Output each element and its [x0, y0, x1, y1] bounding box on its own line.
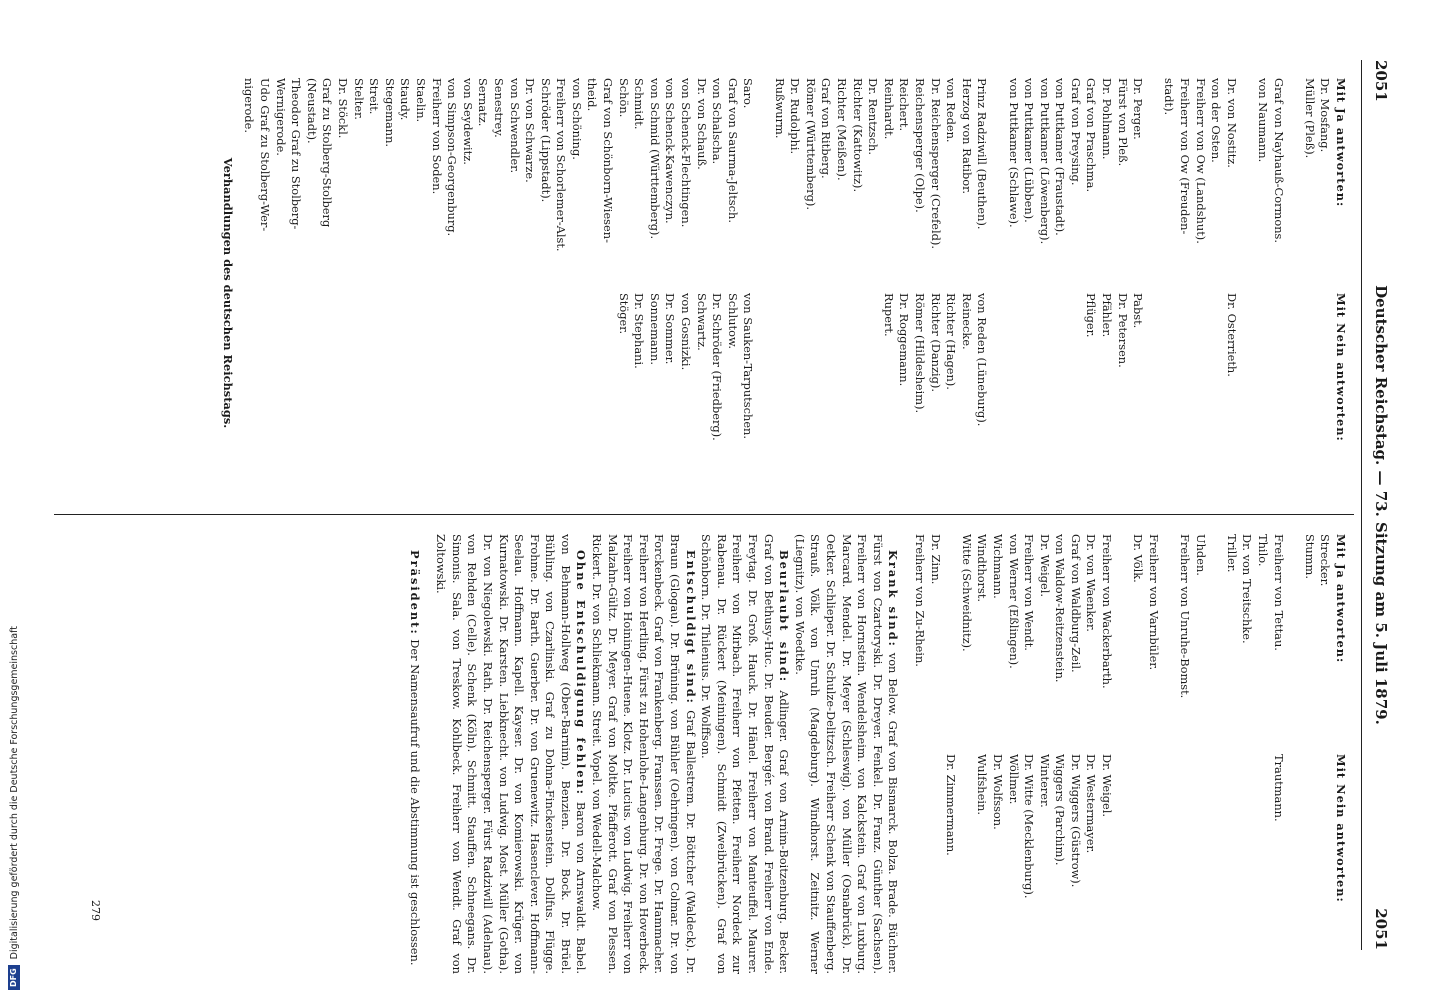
ja-name [755, 78, 771, 293]
ja-name: Wichmann. [990, 534, 1005, 599]
ja-name: Dr. Stöckl. [336, 78, 350, 139]
ja-name: Graf von Schönborn-Wiesen- [601, 78, 616, 243]
nein-name: Dr. Stephani. [632, 293, 647, 369]
nein-name [989, 293, 1005, 508]
ja-name: Herzog von Ratibor. [959, 78, 974, 194]
ja-name: Freiherr von Wendt. [1022, 534, 1037, 651]
nein-name: von Reden (Lüneburg). [975, 293, 990, 427]
ja-name: Dr. Perger. [1131, 78, 1146, 140]
ja-list [911, 534, 1348, 754]
dfg-logo: DFG [8, 965, 20, 990]
ja-name [1114, 534, 1130, 754]
ja-name: von Schenck-Kawenczyn. [663, 78, 678, 224]
ja-name: Senestrey. [491, 78, 506, 138]
ja-name: Graf von Ritberg. [819, 78, 834, 179]
absence-lead: Beurlaubt sind: [777, 550, 792, 684]
page-header [1368, 60, 1390, 950]
ja-name: Dr. von Nostitz. [1224, 78, 1239, 168]
ja-name: Richter (Kattowitz). [850, 78, 865, 193]
nein-name [771, 293, 787, 508]
ja-name: von Waldow-Reitzenstein. [1053, 534, 1068, 683]
ja-name: Wernigerode. [273, 78, 288, 156]
nein-name: Wulfshein. [975, 754, 990, 815]
nein-name [1301, 293, 1317, 508]
nein-name: Stöger. [616, 293, 631, 335]
dfg-note [8, 626, 20, 990]
absence-text: Adlinger. Graf von Arnim-Boitzenburg. Becker. Graf von Bethusy-Huc. Dr. Beuder. Bergér. von Brand. Freiherr von Ende. Freytag. Dr. Groß. Hauck. Dr. Hänel. Freiherr von Manteuffel. Maurer. Freiherr von Mirbach. Freiherr von Pfetten. Freiherr Nordeck zur Rabenau. Dr. Rückert (Meiningen). Schmidt (Zweibrücken). Graf von Schönborn. Dr. Thilenius. Dr. Wolffson. [699, 534, 792, 975]
nein-name [865, 293, 881, 508]
ja-name: Schön. [616, 78, 631, 118]
absence-text: Baron von Arnswaldt. Babel. von Behmann-Hollweg (Ober-Barnim). Benzien. Dr. Bock. Dr. Brüel. Bühling. von Czarlinski. Graf zu Dohna-Finckenstein. Dollfus. Flügge. Frohme. Dr. Barth. Guerber. Dr. von Gruenewitz. Hasenclever. Hoffmann-Seelau. Hoffmann. Kapell. Kayser. Dr. von Komierowski. Krüger. von Kurnatowski. Dr. Karsten. Liebknecht. von Ludwig. Most. Müller (Gotha). Dr. von Niegolewski. Rath. Dr. Reichensperger. Fürst Radziwill (Adelnau). von Rehden (Celle). Schenk (Köln). Schmitt. Stauffen. Schneegans. Dr. Simonis. Sala. von Treskow. Kohlbeck. Freiherr von Wendt. Graf von Zoltowski. [434, 534, 589, 974]
ja-name: Thilo. [1256, 534, 1271, 567]
ja-name: Stegemann. [382, 78, 397, 148]
absence-paragraph [589, 534, 698, 974]
ja-name: Freiherr von Soden. [429, 78, 444, 195]
closing-text: Der Namensaufruf und die Abstimmung ist geschlossen. [407, 639, 422, 966]
nein-name: von Sauken-Tarputschen. [741, 293, 756, 440]
page-number-left: 2051 [1372, 60, 1390, 102]
ja-name: Staudy. [398, 78, 413, 121]
nein-name [802, 293, 818, 508]
nein-name: Dr. Wolfsson. [990, 754, 1005, 830]
nein-list-continued [241, 293, 1348, 508]
ja-name: von Schmid (Württemberg). [647, 78, 662, 240]
nein-name: Wiggers (Parchim). [1053, 754, 1068, 866]
nein-name: Schwartz. [694, 293, 709, 351]
nein-name: Pfähler. [1100, 293, 1115, 338]
absence-text: Graf Ballestrem. Dr. Böttcher (Waldeck). Dr. Braun (Glogau). Dr. Brüning. von Bühler (Oehringen). von Colmar. Dr. von Forckenbeck. Graf von Frankenberg. Franssen. Dr. Frege. Dr. Hammacher. Freiherr von Hertling. Fürst zu Hohenlohe-Langenburg. Dr. von Hoverbeck. Freiherr von Hoiningen-Huene. Klotz. Dr. Lucius. von Ludwig. Freiherr von Malzahn-Gültz. Dr. Meyer. Graf von Moltke. Pfafferott. Graf von Plessen. Rickert. Dr. von Schliekmann. Streit. Vopel. von Wedell-Malchow. [590, 534, 698, 975]
ja-name: von Puttkamer (Fraustadt). [1053, 78, 1068, 236]
ja-name: Strecker. [1318, 534, 1333, 587]
ja-name: Udo Graf zu Stolberg-Wer- [258, 78, 273, 232]
nein-heading-right: Mit Nein antworten: [1334, 754, 1348, 903]
nein-name [1208, 754, 1224, 974]
nein-name [1317, 754, 1333, 974]
nein-name [1254, 293, 1270, 508]
ja-name: Triller. [1224, 534, 1239, 573]
nein-name: von Gosnizki. [679, 293, 694, 371]
nein-name [1254, 754, 1270, 974]
nein-name [1301, 754, 1317, 974]
ja-list-continued [241, 78, 1348, 293]
ja-name: Freiherr von Wackerbarth. [1100, 534, 1115, 689]
ja-name: Stumm. [1302, 534, 1317, 579]
ja-name: Freiherr von Varnbüler. [1146, 534, 1161, 671]
ja-name: Windthorst. [975, 534, 990, 603]
nein-name [1052, 293, 1068, 508]
ja-name: von Seydewitz. [460, 78, 475, 165]
ja-name: Dr. Rudolphi. [788, 78, 803, 155]
page-footer-number: 279 [89, 900, 102, 921]
ja-name: stadt). [1162, 78, 1177, 116]
nein-name: Rupert. [881, 293, 896, 337]
ja-name: von Puttkamer (Schlawe). [1006, 78, 1021, 228]
nein-name: Schlutow. [725, 293, 740, 349]
nein-name [1192, 293, 1208, 508]
absence-paragraphs [433, 534, 901, 974]
ja-name: Müller (Pleß). [1302, 78, 1317, 159]
ja-name: (Neustadt). [304, 78, 319, 144]
nein-name: Dr. Petersen. [1115, 293, 1130, 368]
right-column [406, 534, 1348, 974]
page-title: Deutscher Reichstag. — 73. Sitzung am 5. Juli 1879. [1372, 285, 1390, 725]
ja-name: Dr. Mosfang. [1318, 78, 1333, 153]
nein-name [818, 293, 834, 508]
nein-name [849, 293, 865, 508]
nein-name: Wöllmer. [1006, 754, 1021, 805]
ja-name: von der Osten. [1209, 78, 1224, 163]
nein-name [1161, 293, 1177, 508]
nein-name: Sonnemann. [647, 293, 662, 365]
ja-name: Stelter. [351, 78, 366, 120]
dfg-text: Digitalisierung gefördert durch die Deutsche Forschungsgemeinschaft [8, 626, 20, 960]
ja-name: Freiherr von Unruhe-Bomst. [1178, 534, 1193, 699]
nein-name [958, 754, 974, 974]
nein-name [1005, 293, 1021, 508]
ja-name: Rußwurm. [772, 78, 787, 139]
nein-name: Dr. Roggemann. [897, 293, 912, 387]
ja-name: Dr. Völk. [1131, 534, 1146, 583]
nein-name [755, 293, 771, 508]
ja-name: Freiherr von Schorlemer-Alst. [554, 78, 569, 252]
nein-name [1286, 293, 1302, 508]
absence-paragraph [698, 534, 792, 974]
nein-name: Pflüger. [1084, 293, 1099, 338]
ja-name: Dr. von Treitschke. [1240, 534, 1255, 644]
ja-name: von Schwendler. [507, 78, 522, 174]
ja-name [1239, 78, 1255, 293]
ja-name: von Reden. [944, 78, 959, 143]
absence-lead: Krank sind: [886, 550, 901, 648]
ja-name: Reichert. [897, 78, 912, 132]
ja-name: Freiherr von Ow (Landshut). [1193, 78, 1208, 244]
ja-name: Schmidt. [632, 78, 647, 130]
absence-lead: Entschuldigt sind: [683, 550, 698, 705]
nein-name [1161, 754, 1177, 974]
ja-name: Uhden. [1193, 534, 1208, 576]
ja-name: Graf von Waldburg-Zeil. [1068, 534, 1083, 673]
ja-name: Römer (Württemberg). [803, 78, 818, 211]
ja-name: von Schöning. [569, 78, 584, 160]
ja-name: von Naumann. [1256, 78, 1271, 163]
ja-name: Freiherr von Zu-Rhein. [912, 534, 927, 667]
ja-name: theid. [585, 78, 600, 112]
column-footer: Verhandlungen des deutschen Reichstags. [220, 157, 235, 429]
ja-name: Streit. [367, 78, 382, 115]
nein-name: Dr. Weigel. [1100, 754, 1115, 818]
header-rule [1361, 60, 1362, 950]
nein-name [833, 293, 849, 508]
ja-name: Graf von Saurma-Jeltsch. [725, 78, 740, 223]
ja-name: Dr. Weigel. [1037, 534, 1052, 598]
absence-text: von Below. Graf von Bismarck. Bolza. Brade. Büchner. Fürst von Czartoryski. Dr. Dreyer. Fenkel. Dr. Franz. Günther (Sachsen). Freiherr von Hornstein. Wendelsheim. von Kalckstein. Graf von Luxburg. Marcard. Mendel. Dr. Meyer (Schleswig). von Müller (Osnabrück). Dr. Oetker. Schlieper. Dr. Schulze-Delitzsch. Freiherr Schenk von Stauffenberg. Strauß. Völk. von Unruh (Magdeburg). Windhorst. Zeitnitz. Werner (Liegnitz). von Woedtke. [792, 534, 901, 974]
left-column [219, 78, 1348, 508]
ja-name: Dr. von Waenker. [1084, 534, 1099, 632]
nein-name [787, 293, 803, 508]
nein-name [1317, 293, 1333, 508]
ja-name [1145, 78, 1161, 293]
nein-name [1239, 754, 1255, 974]
ja-name [943, 534, 959, 754]
nein-name [1270, 293, 1286, 508]
ja-name [1161, 534, 1177, 754]
ja-name: nigerode. [242, 78, 257, 133]
ja-name: Sernatz. [476, 78, 491, 127]
page-number-right: 2051 [1372, 908, 1390, 950]
nein-name [1145, 754, 1161, 974]
ja-name: Witte (Schweidnitz). [959, 534, 974, 652]
ja-name: Graf von Nayhauß-Cormons. [1271, 78, 1286, 244]
nein-name [1176, 754, 1192, 974]
ja-name: von Puttkamer (Lübben). [1022, 78, 1037, 223]
nein-name: Dr. Westermayer. [1084, 754, 1099, 854]
ja-name: Schröder (Lippstadt). [538, 78, 553, 203]
nein-name [1286, 754, 1302, 974]
nein-name [1176, 293, 1192, 508]
nein-name [1208, 293, 1224, 508]
nein-name [1239, 293, 1255, 508]
nein-name: Reinecke. [959, 293, 974, 350]
nein-name [1130, 754, 1146, 974]
nein-heading: Mit Nein antworten: [1334, 293, 1348, 442]
nein-name [1036, 293, 1052, 508]
ja-name: Graf zu Stolberg-Stolberg [320, 78, 335, 228]
nein-name: Dr. Zimmermann. [944, 754, 959, 856]
nein-name: Dr. Osterrieth. [1224, 293, 1239, 377]
nein-name [1145, 293, 1161, 508]
nein-name [1021, 293, 1037, 508]
ja-name: Graf von Praschma. [1084, 78, 1099, 193]
ja-name: Staelin. [413, 78, 428, 123]
nein-name [1114, 754, 1130, 974]
ja-name: Dr. von Schwarze. [523, 78, 538, 183]
ja-name: Dr. Rentzsch. [866, 78, 881, 155]
ja-name: Dr. Pohlmann. [1100, 78, 1115, 160]
ja-heading-right: Mit Ja antworten: [1334, 534, 1348, 664]
ja-heading: Mit Ja antworten: [1334, 78, 1348, 208]
absence-paragraph [791, 534, 900, 974]
ja-name: Dr. Zinn. [928, 534, 943, 585]
closing-paragraph [406, 534, 422, 974]
ja-name: Reichensperger (Olpe). [912, 78, 927, 213]
nein-list [911, 754, 1348, 974]
absence-lead: Ohne Entschuldigung fehlen: [574, 550, 589, 796]
ja-name: Reinhardt. [881, 78, 896, 140]
ja-name: Prinz Radziwill (Beuthen). [975, 78, 990, 230]
nein-name [1192, 754, 1208, 974]
ja-name: Freiherr von Ow (Freuden- [1178, 78, 1193, 235]
ja-name: Richter (Meißen). [835, 78, 849, 181]
nein-name: Winterer. [1037, 754, 1052, 808]
ja-name: von Puttkamer (Löwenberg). [1037, 78, 1052, 245]
closing-lead: Präsident: [407, 550, 422, 636]
ja-name [1286, 534, 1302, 754]
nein-name: Richter (Danzig). [928, 293, 943, 393]
ja-name: Saro. [741, 78, 756, 109]
nein-name: Trautmann. [1271, 754, 1286, 822]
ja-name: Theodor Graf zu Stolberg- [289, 78, 304, 230]
ja-name: Graf von Preysing. [1068, 78, 1083, 186]
ja-name: Fürst von Pleß. [1115, 78, 1130, 167]
ja-name: von Werner (Eßlingen). [1006, 534, 1021, 669]
column-divider [54, 514, 1354, 515]
nein-name: Pabst. [1131, 293, 1146, 329]
nein-name: Römer (Hildesheim). [912, 293, 927, 414]
absence-paragraph [433, 534, 589, 974]
nein-name: Dr. Wiggers (Güstrow). [1068, 754, 1083, 888]
ja-name [1208, 534, 1224, 754]
ja-name [989, 78, 1005, 293]
nein-name: Dr. Witte (Mecklenburg). [1022, 754, 1037, 899]
ja-name: Dr. von Schauß. [694, 78, 709, 170]
nein-name [1223, 754, 1239, 974]
ja-name: von Schalscha. [710, 78, 725, 165]
nein-name: Dr. Sommer. [663, 293, 678, 365]
ja-name: von Simpson-Georgenburg. [445, 78, 460, 237]
ja-name: von Schenck-Flechtingen. [679, 78, 694, 228]
ja-name: Freiherr von Tettau. [1271, 534, 1286, 651]
ja-name: Dr. Reichensperger (Crefeld). [928, 78, 943, 250]
nein-name: Dr. Schröder (Friedberg). [710, 293, 725, 441]
nein-name: Richter (Hagen). [944, 293, 959, 390]
ja-name [1286, 78, 1302, 293]
nein-name [1067, 293, 1083, 508]
